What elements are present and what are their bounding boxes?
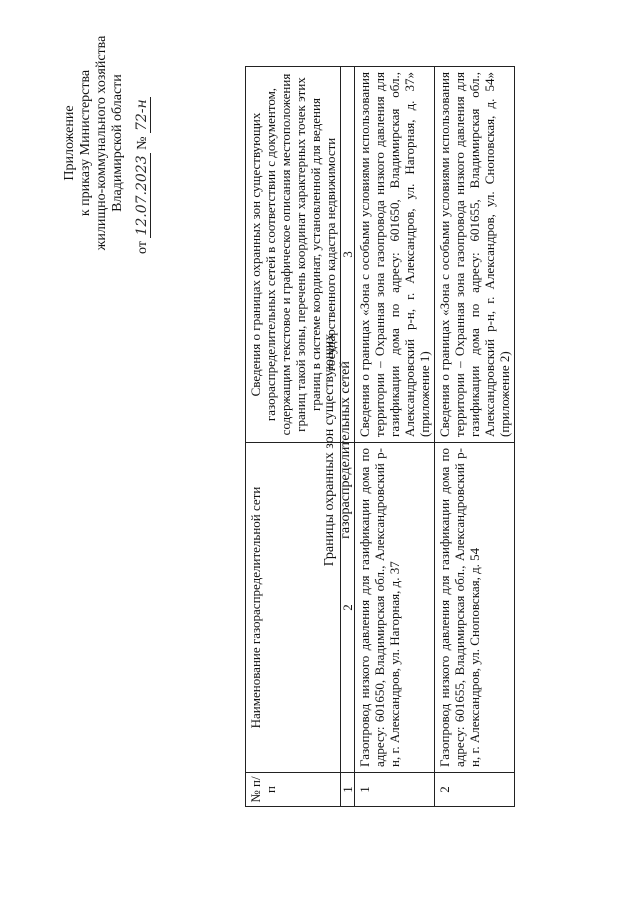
row-number: 2 bbox=[435, 773, 515, 807]
approval-line: жилищно-коммунального хозяйства bbox=[94, 35, 109, 251]
approval-block bbox=[62, 18, 151, 268]
table-row bbox=[435, 67, 515, 807]
order-date-line bbox=[134, 18, 151, 268]
row-zone-info: Сведения о границах «Зона с особыми условиями использования территории – Охранная зона газопровода низкого давления для газификации дома по адресу: 601655, Владимирская обл., Александровский р-н, г. Александров, ул. Сноповская, д. 54» (приложение 2) bbox=[435, 67, 515, 443]
row-network-name: Газопровод низкого давления для газификации дома по адресу: 601650, Владимирская обл., Александровский р-н, г. Александров, ул. Нагорная, д. 37 bbox=[355, 443, 435, 773]
gas-zones-table bbox=[245, 66, 515, 807]
header-row bbox=[246, 67, 341, 807]
index-cell: 3 bbox=[341, 67, 355, 443]
approval-line: Владимирской области bbox=[110, 74, 125, 212]
title-line: Границы охранных зон существующих bbox=[322, 333, 337, 567]
date-prefix: от bbox=[135, 241, 150, 254]
number-sign: № bbox=[135, 136, 150, 150]
approval-line: Приложение bbox=[62, 105, 77, 181]
index-row bbox=[341, 67, 355, 807]
row-zone-info: Сведения о границах «Зона с особыми условиями использования территории – Охранная зона газопровода низкого давления для газификации дома по адресу: 601650, Владимирская обл., Александровский р-н, г. Александров, ул. Нагорная, д. 37» (приложение 1) bbox=[355, 67, 435, 443]
header-zone-info: Сведения о границах охранных зон существующих газораспределительных сетей в соответствии с документом, содержащим текстовое и графическое описания местоположения границ такой зоны, перечень координат характерных точек этих границ в системе координат, установленной для ведения государственного кадастра недвижимости bbox=[246, 67, 341, 443]
index-cell: 2 bbox=[341, 443, 355, 773]
order-number: 72-н bbox=[134, 99, 150, 132]
index-cell: 1 bbox=[341, 773, 355, 807]
order-date: 12.07.2023 bbox=[134, 155, 150, 236]
row-number: 1 bbox=[355, 773, 435, 807]
row-network-name: Газопровод низкого давления для газификации дома по адресу: 601655, Владимирская обл., Александровский р-н, г. Александров, ул. Сноповская, д. 54 bbox=[435, 443, 515, 773]
header-network-name: Наименование газораспределительной сети bbox=[246, 443, 341, 773]
header-number: № п/п bbox=[246, 773, 341, 807]
table-row bbox=[355, 67, 435, 807]
approval-line: к приказу Министерства bbox=[78, 69, 93, 217]
title-line: газораспределительных сетей bbox=[338, 361, 353, 539]
